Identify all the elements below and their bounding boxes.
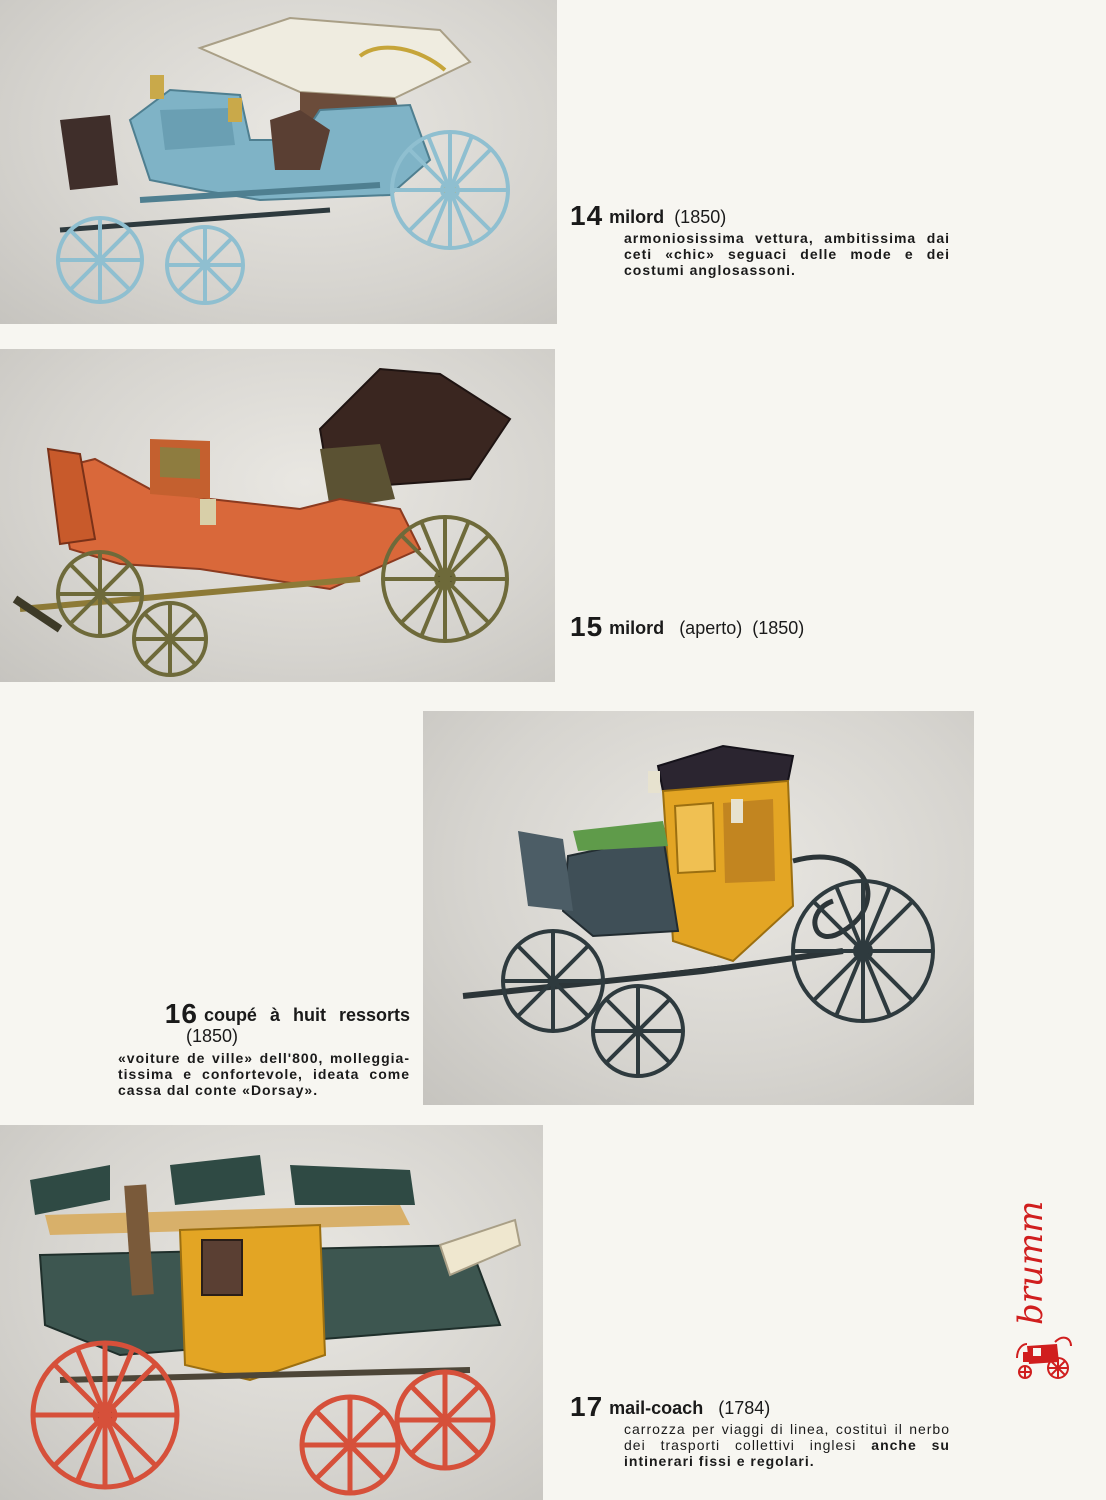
item-year: (1850) xyxy=(186,1026,239,1046)
caption-heading xyxy=(570,1391,950,1422)
item-number: 15 xyxy=(570,611,604,642)
carriage-illustration xyxy=(423,711,974,1105)
caption-heading xyxy=(570,611,950,642)
item-variant: (aperto) xyxy=(679,618,743,638)
photo-milord-aperto-15 xyxy=(0,349,555,682)
carriage-illustration xyxy=(0,0,557,324)
photo-mail-coach-17 xyxy=(0,1125,543,1500)
item-description xyxy=(624,1421,950,1469)
item-year: (1784) xyxy=(718,1398,771,1418)
item-description: armoniosissima vettura, ambitissima dai ceti «chic» seguaci delle mode e dei costumi anglosassoni. xyxy=(624,230,950,278)
caption-item-14 xyxy=(570,200,950,278)
caption-item-16 xyxy=(118,998,410,1098)
carriage-illustration xyxy=(0,1125,543,1500)
caption-heading xyxy=(118,998,410,1029)
brand-wordmark: brumm xyxy=(1011,1200,1051,1325)
item-name: coupé à huit ressorts xyxy=(203,1005,410,1025)
brand-logo xyxy=(1005,1150,1085,1380)
photo-milord-14 xyxy=(0,0,557,324)
item-year: (1850) xyxy=(752,618,805,638)
caption-item-17 xyxy=(570,1391,950,1469)
item-description: «voiture de ville» dell'800, molleggia-tissima e confortevole, ideata come cassa dal conte «Dorsay». xyxy=(118,1050,410,1098)
carriage-logo-icon xyxy=(1013,1328,1075,1380)
caption-heading xyxy=(570,200,950,231)
item-number: 16 xyxy=(164,998,198,1029)
carriage-illustration xyxy=(0,349,555,682)
item-number: 17 xyxy=(570,1391,604,1422)
photo-coupe-16 xyxy=(423,711,974,1105)
item-description-bold: anche su intinerari fissi e regolari. xyxy=(624,1437,950,1469)
item-name: milord xyxy=(609,207,665,227)
item-number: 14 xyxy=(570,200,604,231)
item-description-text: carrozza per viaggi di linea, costituì il nerbo dei trasporti collettivi inglesi xyxy=(624,1421,950,1453)
caption-item-15 xyxy=(570,611,950,642)
item-name: milord xyxy=(609,618,665,638)
item-year: (1850) xyxy=(674,207,727,227)
item-name: mail-coach xyxy=(609,1398,704,1418)
